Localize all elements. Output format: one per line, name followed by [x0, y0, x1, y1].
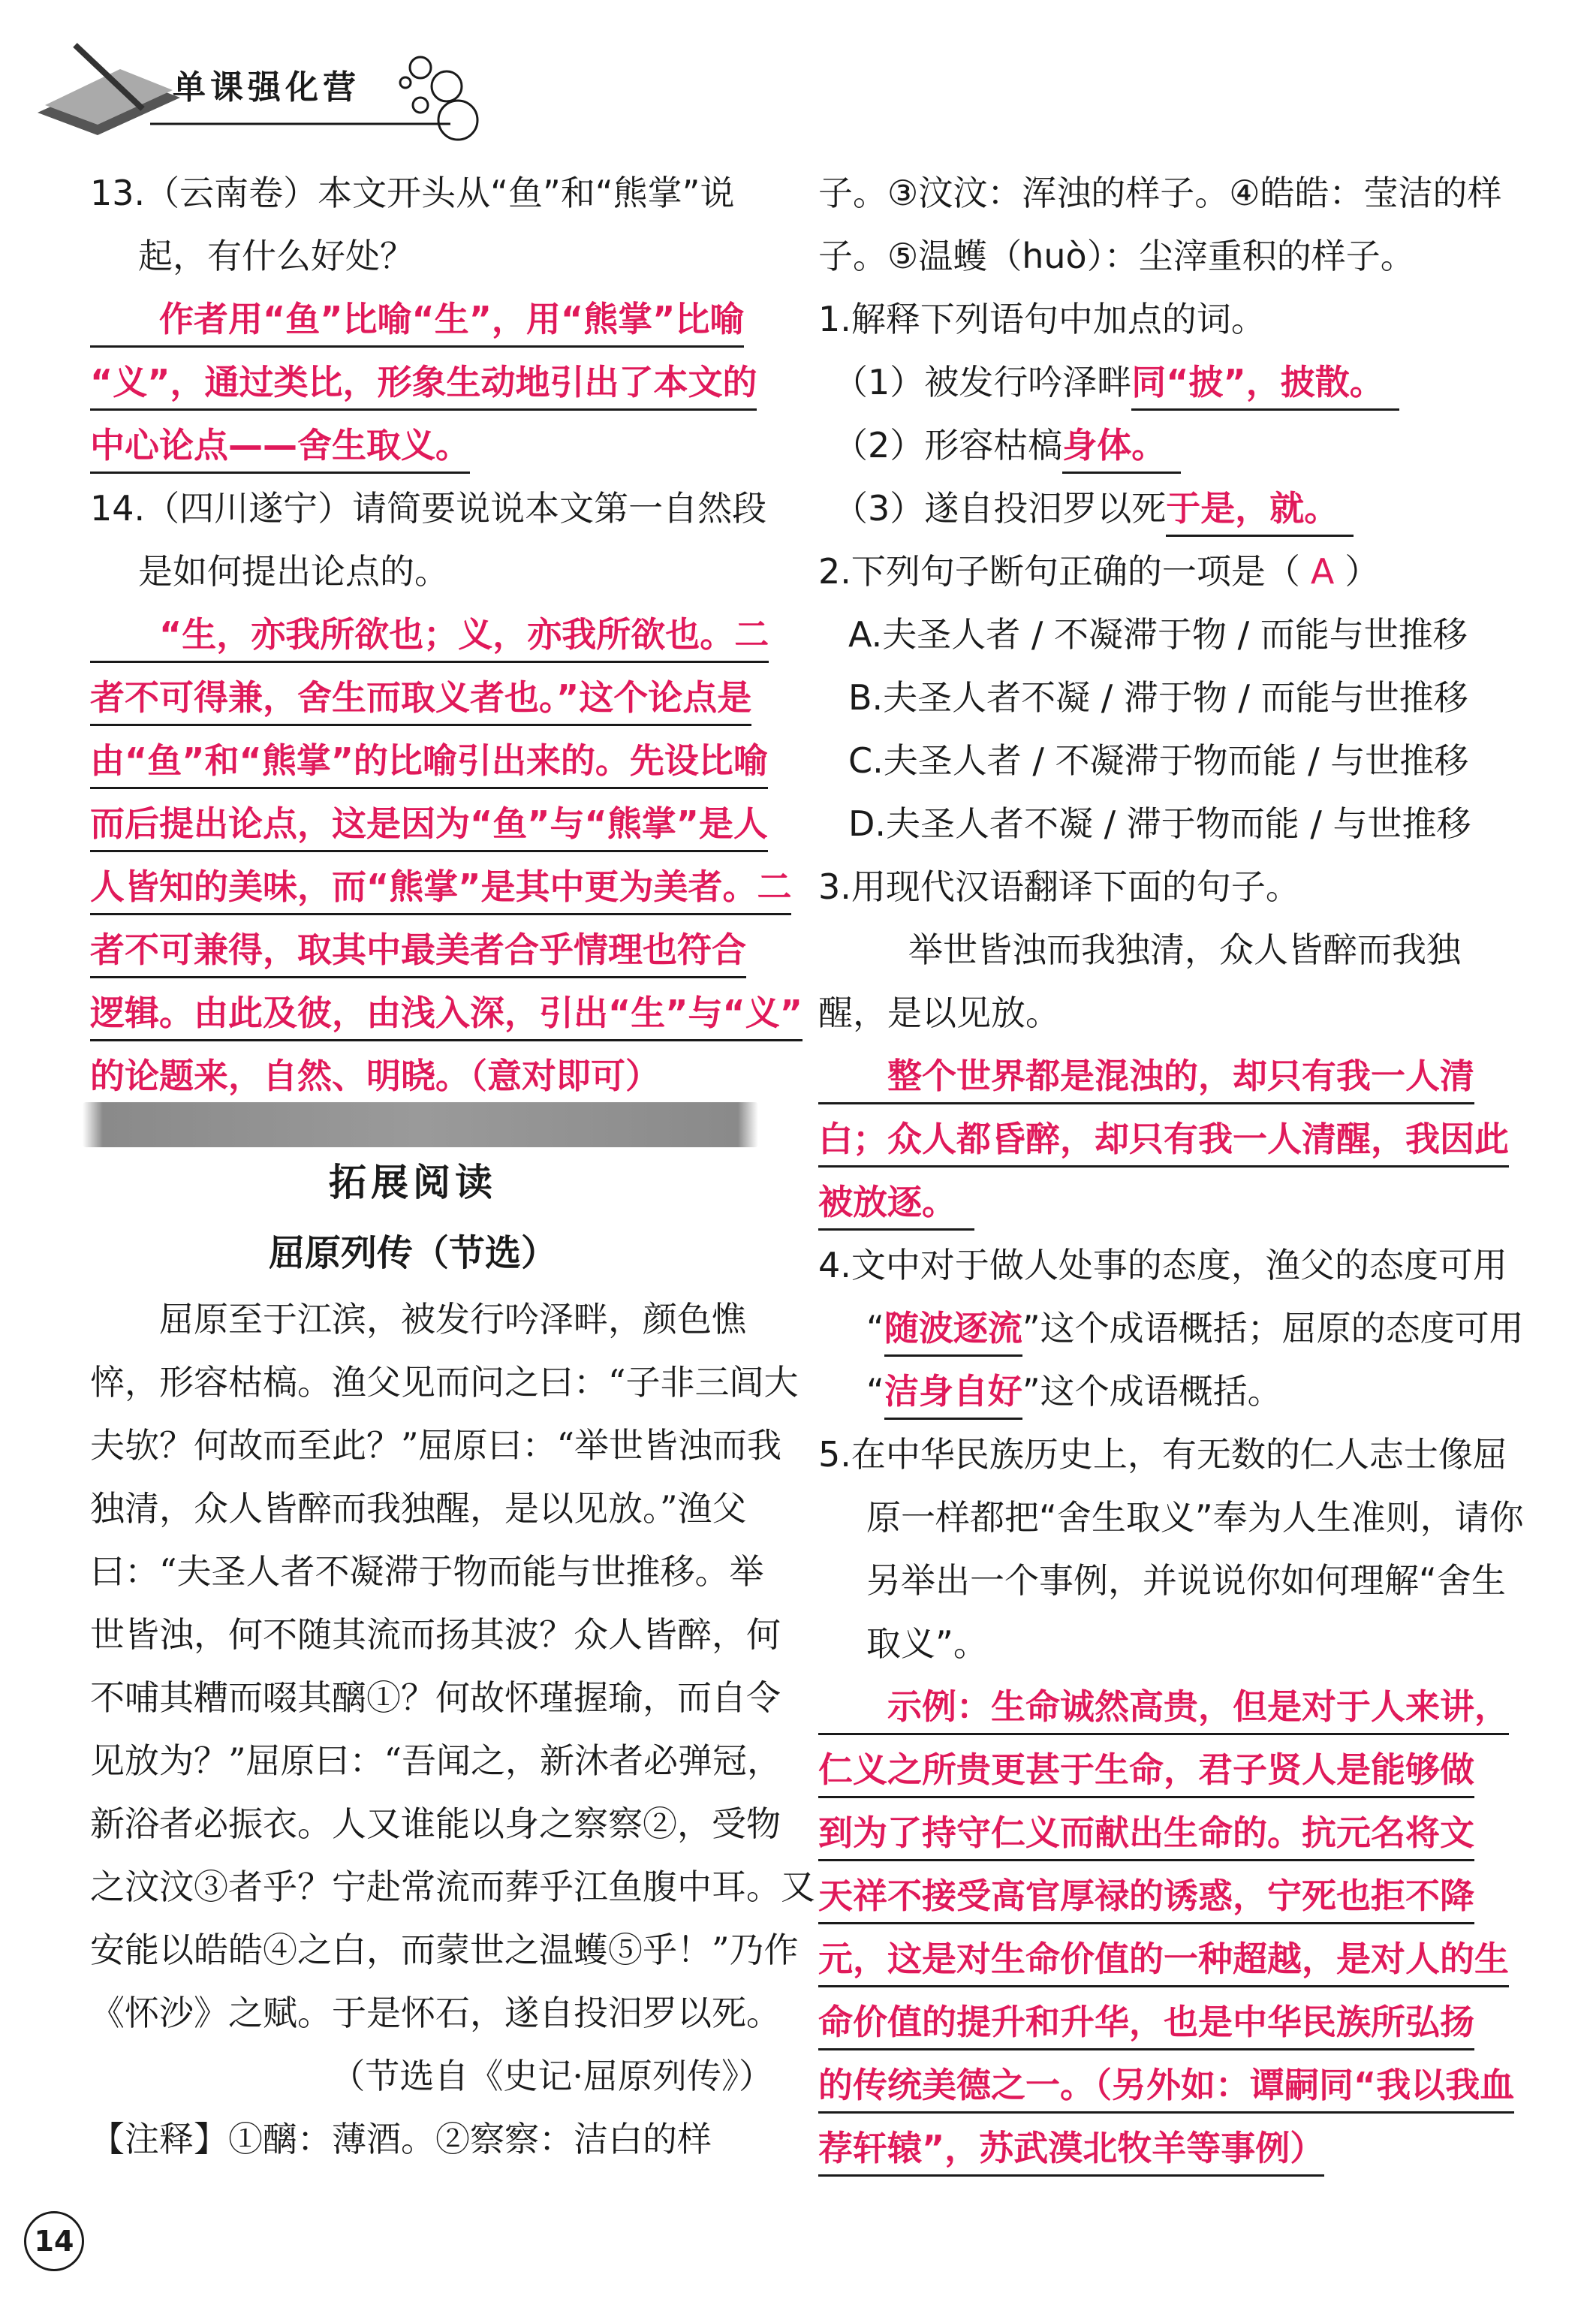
q5-stem-1: 5.在中华民族历史上，有无数的仁人志士像屈: [818, 1434, 1507, 1475]
article-line: 屈原至于江滨，被发行吟泽畔，颜色憔: [159, 1299, 746, 1339]
header-title: 单课强化营: [173, 68, 360, 107]
q3-answer-1: 整个世界都是混浊的，却只有我一人清: [818, 1044, 1509, 1107]
q5-stem-2: 原一样都把“舍生取义”奉为人生准则，请你: [866, 1497, 1524, 1538]
article-line: 悴，形容枯槁。渔父见而问之曰：“子非三闾大: [90, 1362, 799, 1403]
article-source: （节选自《史记·屈原列传》）: [330, 2056, 773, 2096]
q1-item-1: （1）被发行吟泽畔同“披”，披散。: [818, 351, 1509, 414]
q14-stem: 14.（四川遂宁）请简要说说本文第一自然段: [90, 488, 767, 529]
q14-stem-cont: 是如何提出论点的。: [138, 551, 449, 592]
note-cont-2: 子。⑤温蠖（huò）：尘滓重积的样子。: [818, 236, 1415, 276]
article-line: 之汶汶③者乎？宁赴常流而葬乎江鱼腹中耳。又: [90, 1867, 815, 1907]
q2-stem: 2.下列句子断句正确的一项是（ A ）: [818, 551, 1380, 592]
q5-answer-8: 荐轩辕”，苏武漠北牧羊等事例）: [818, 2117, 1509, 2180]
q2-option-c: C.夫圣人者 / 不凝滞于物而能 / 与世推移: [848, 740, 1469, 781]
q2-option-a: A.夫圣人者 / 不凝滞于物 / 而能与世推移: [848, 614, 1468, 655]
right-column: [818, 161, 1524, 2180]
q4-stem: 4.文中对于做人处事的态度，渔父的态度可用: [818, 1245, 1507, 1285]
section-band: [83, 1102, 758, 1147]
q14-answer-8: 的论题来，自然、明晓。（意对即可）: [90, 1044, 781, 1107]
article-line: 《怀沙》之赋。于是怀石，遂自投汨罗以死。: [90, 1993, 781, 2033]
q5-stem-4: 取义”。: [866, 1623, 988, 1664]
left-column: [90, 161, 803, 1107]
q3-sentence-2: 醒，是以见放。: [818, 993, 1060, 1033]
q2-answer: A: [1310, 551, 1335, 592]
q13-stem-cont: 起，有什么好处？: [138, 236, 414, 276]
q1-stem: 1.解释下列语句中加点的词。: [818, 299, 1266, 339]
q14-answer-5: 人皆知的美味，而“熊掌”是其中更为美者。二: [90, 855, 781, 918]
q5-stem-3: 另举出一个事例，并说说你如何理解“舍生: [866, 1560, 1506, 1601]
q2-option-b: B.夫圣人者不凝 / 滞于物 / 而能与世推移: [848, 677, 1468, 718]
q13-stem: 13.（云南卷）本文开头从“鱼”和“熊掌”说: [90, 173, 735, 213]
section-title: 拓展阅读: [329, 1161, 497, 1204]
q5-answer-6: 命价值的提升和升华，也是中华民族所弘扬: [818, 1990, 1509, 2053]
page-number: 14: [24, 2211, 84, 2271]
q1-item-3: （3）遂自投汨罗以死于是，就。: [818, 477, 1509, 540]
q3-answer-2: 白；众人都昏醉，却只有我一人清醒，我因此: [818, 1107, 1509, 1171]
q13-answer-3: 中心论点——舍生取义。: [90, 414, 781, 477]
article-line: 独清，众人皆醉而我独醒，是以见放。”渔父: [90, 1488, 747, 1529]
q4-line-3: “洁身自好”这个成语概括。: [818, 1360, 1509, 1423]
q3-answer-3: 被放逐。: [818, 1171, 1509, 1234]
q14-answer-2: 者不可得兼，舍生而取义者也。”这个论点是: [90, 666, 781, 729]
article-line: 安能以皓皓④之白，而蒙世之温蠖⑤乎！”乃作: [90, 1930, 799, 1970]
q5-answer-5: 元，这是对生命价值的一种超越，是对人的生: [818, 1927, 1509, 1990]
q14-answer-1: “生，亦我所欲也；义，亦我所欲也。二: [90, 603, 781, 666]
q14-answer-4: 而后提出论点，这是因为“鱼”与“熊掌”是人: [90, 792, 781, 855]
q5-answer-3: 到为了持守仁义而献出生命的。抗元名将文: [818, 1801, 1509, 1864]
q3-sentence-1: 举世皆浊而我独清，众人皆醉而我独: [908, 930, 1461, 970]
article-line: 曰：“夫圣人者不凝滞于物而能与世推移。举: [90, 1551, 764, 1592]
article-line: 夫欤？何故而至此？”屈原曰：“举世皆浊而我: [90, 1425, 782, 1466]
article-line: 新浴者必振衣。人又谁能以身之察察②，受物: [90, 1803, 781, 1844]
q3-stem: 3.用现代汉语翻译下面的句子。: [818, 866, 1300, 907]
article-text: [90, 1288, 815, 2171]
q5-answer-2: 仁义之所贵更甚于生命，君子贤人是能够做: [818, 1738, 1509, 1801]
note-cont-1: 子。③汶汶：浑浊的样子。④皓皓：莹洁的样: [818, 173, 1502, 213]
q14-answer-6: 者不可兼得，取其中最美者合乎情理也符合: [90, 918, 781, 981]
q5-answer-1: 示例：生命诚然高贵，但是对于人来讲，: [818, 1675, 1509, 1738]
q13-answer-1: 作者用“鱼”比喻“生”，用“熊掌”比喻: [90, 288, 781, 351]
article-note: 【注释】①醨：薄酒。②察察：洁白的样: [90, 2119, 712, 2159]
q14-answer-7: 逻辑。由此及彼，由浅入深，引出“生”与“义”: [90, 981, 781, 1044]
q2-option-d: D.夫圣人者不凝 / 滞于物而能 / 与世推移: [848, 803, 1471, 844]
q13-answer-2: “义”，通过类比，形象生动地引出了本文的: [90, 351, 781, 414]
article-line: 见放为？”屈原曰：“吾闻之，新沐者必弹冠，: [90, 1740, 782, 1781]
header: [30, 30, 480, 143]
q14-answer-3: 由“鱼”和“熊掌”的比喻引出来的。先设比喻: [90, 729, 781, 792]
q4-line-2: “随波逐流”这个成语概括；屈原的态度可用: [818, 1297, 1509, 1360]
article-line: 不哺其糟而啜其醨①？何故怀瑾握瑜，而自令: [90, 1677, 781, 1718]
q5-answer-7: 的传统美德之一。（另外如：谭嗣同“我以我血: [818, 2053, 1509, 2117]
article-title: 屈原列传（节选）: [268, 1232, 557, 1274]
article-line: 世皆浊，何不随其流而扬其波？众人皆醉，何: [90, 1614, 781, 1655]
q1-item-2: （2）形容枯槁身体。: [818, 414, 1509, 477]
q5-answer-4: 天祥不接受高官厚禄的诱惑，宁死也拒不降: [818, 1864, 1509, 1927]
